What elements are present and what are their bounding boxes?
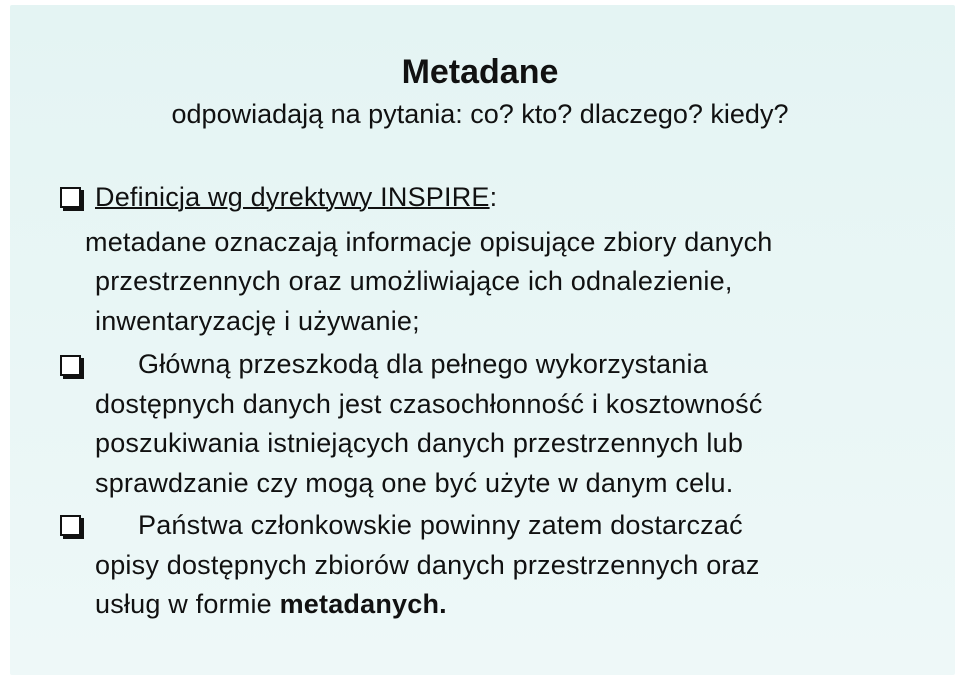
bullet3-line: usług w formie: [95, 589, 280, 619]
slide-subtitle: odpowiadają na pytania: co? kto? dlaczego? kiedy?: [171, 99, 789, 129]
bullet3-line: opisy dostępnych zbiorów danych przestrzennych oraz: [95, 550, 760, 580]
bullet3-line: Państwa członkowskie powinny zatem dostarczać: [138, 510, 743, 540]
bullet2-line: poszukiwania istniejących danych przestrzennych lub: [95, 428, 744, 458]
slide-title: Metadane: [401, 53, 559, 91]
bullet3-last-line: [95, 585, 447, 623]
definition-line: metadane oznaczają informacje opisujące zbiory danych: [85, 227, 773, 257]
checkbox-bullet-icon: [60, 515, 81, 536]
definition-heading-line: [95, 178, 497, 216]
bullet2-line: Główną przeszkodą dla pełnego wykorzystania: [138, 349, 708, 379]
checkbox-bullet-icon: [60, 355, 81, 376]
bullet2-line: sprawdzanie czy mogą one być użyte w danym celu.: [95, 468, 734, 498]
definition-line: przestrzennych oraz umożliwiające ich odnalezienie,: [95, 266, 733, 296]
checkbox-bullet-icon: [60, 187, 81, 208]
definition-colon: :: [489, 182, 498, 212]
bullet2-line: dostępnych danych jest czasochłonność i kosztowność: [95, 389, 763, 419]
bullet3-emphasis: metadanych.: [279, 589, 447, 619]
definition-line: inwentaryzację i używanie;: [95, 306, 420, 336]
definition-heading: Definicja wg dyrektywy INSPIRE: [95, 182, 490, 212]
